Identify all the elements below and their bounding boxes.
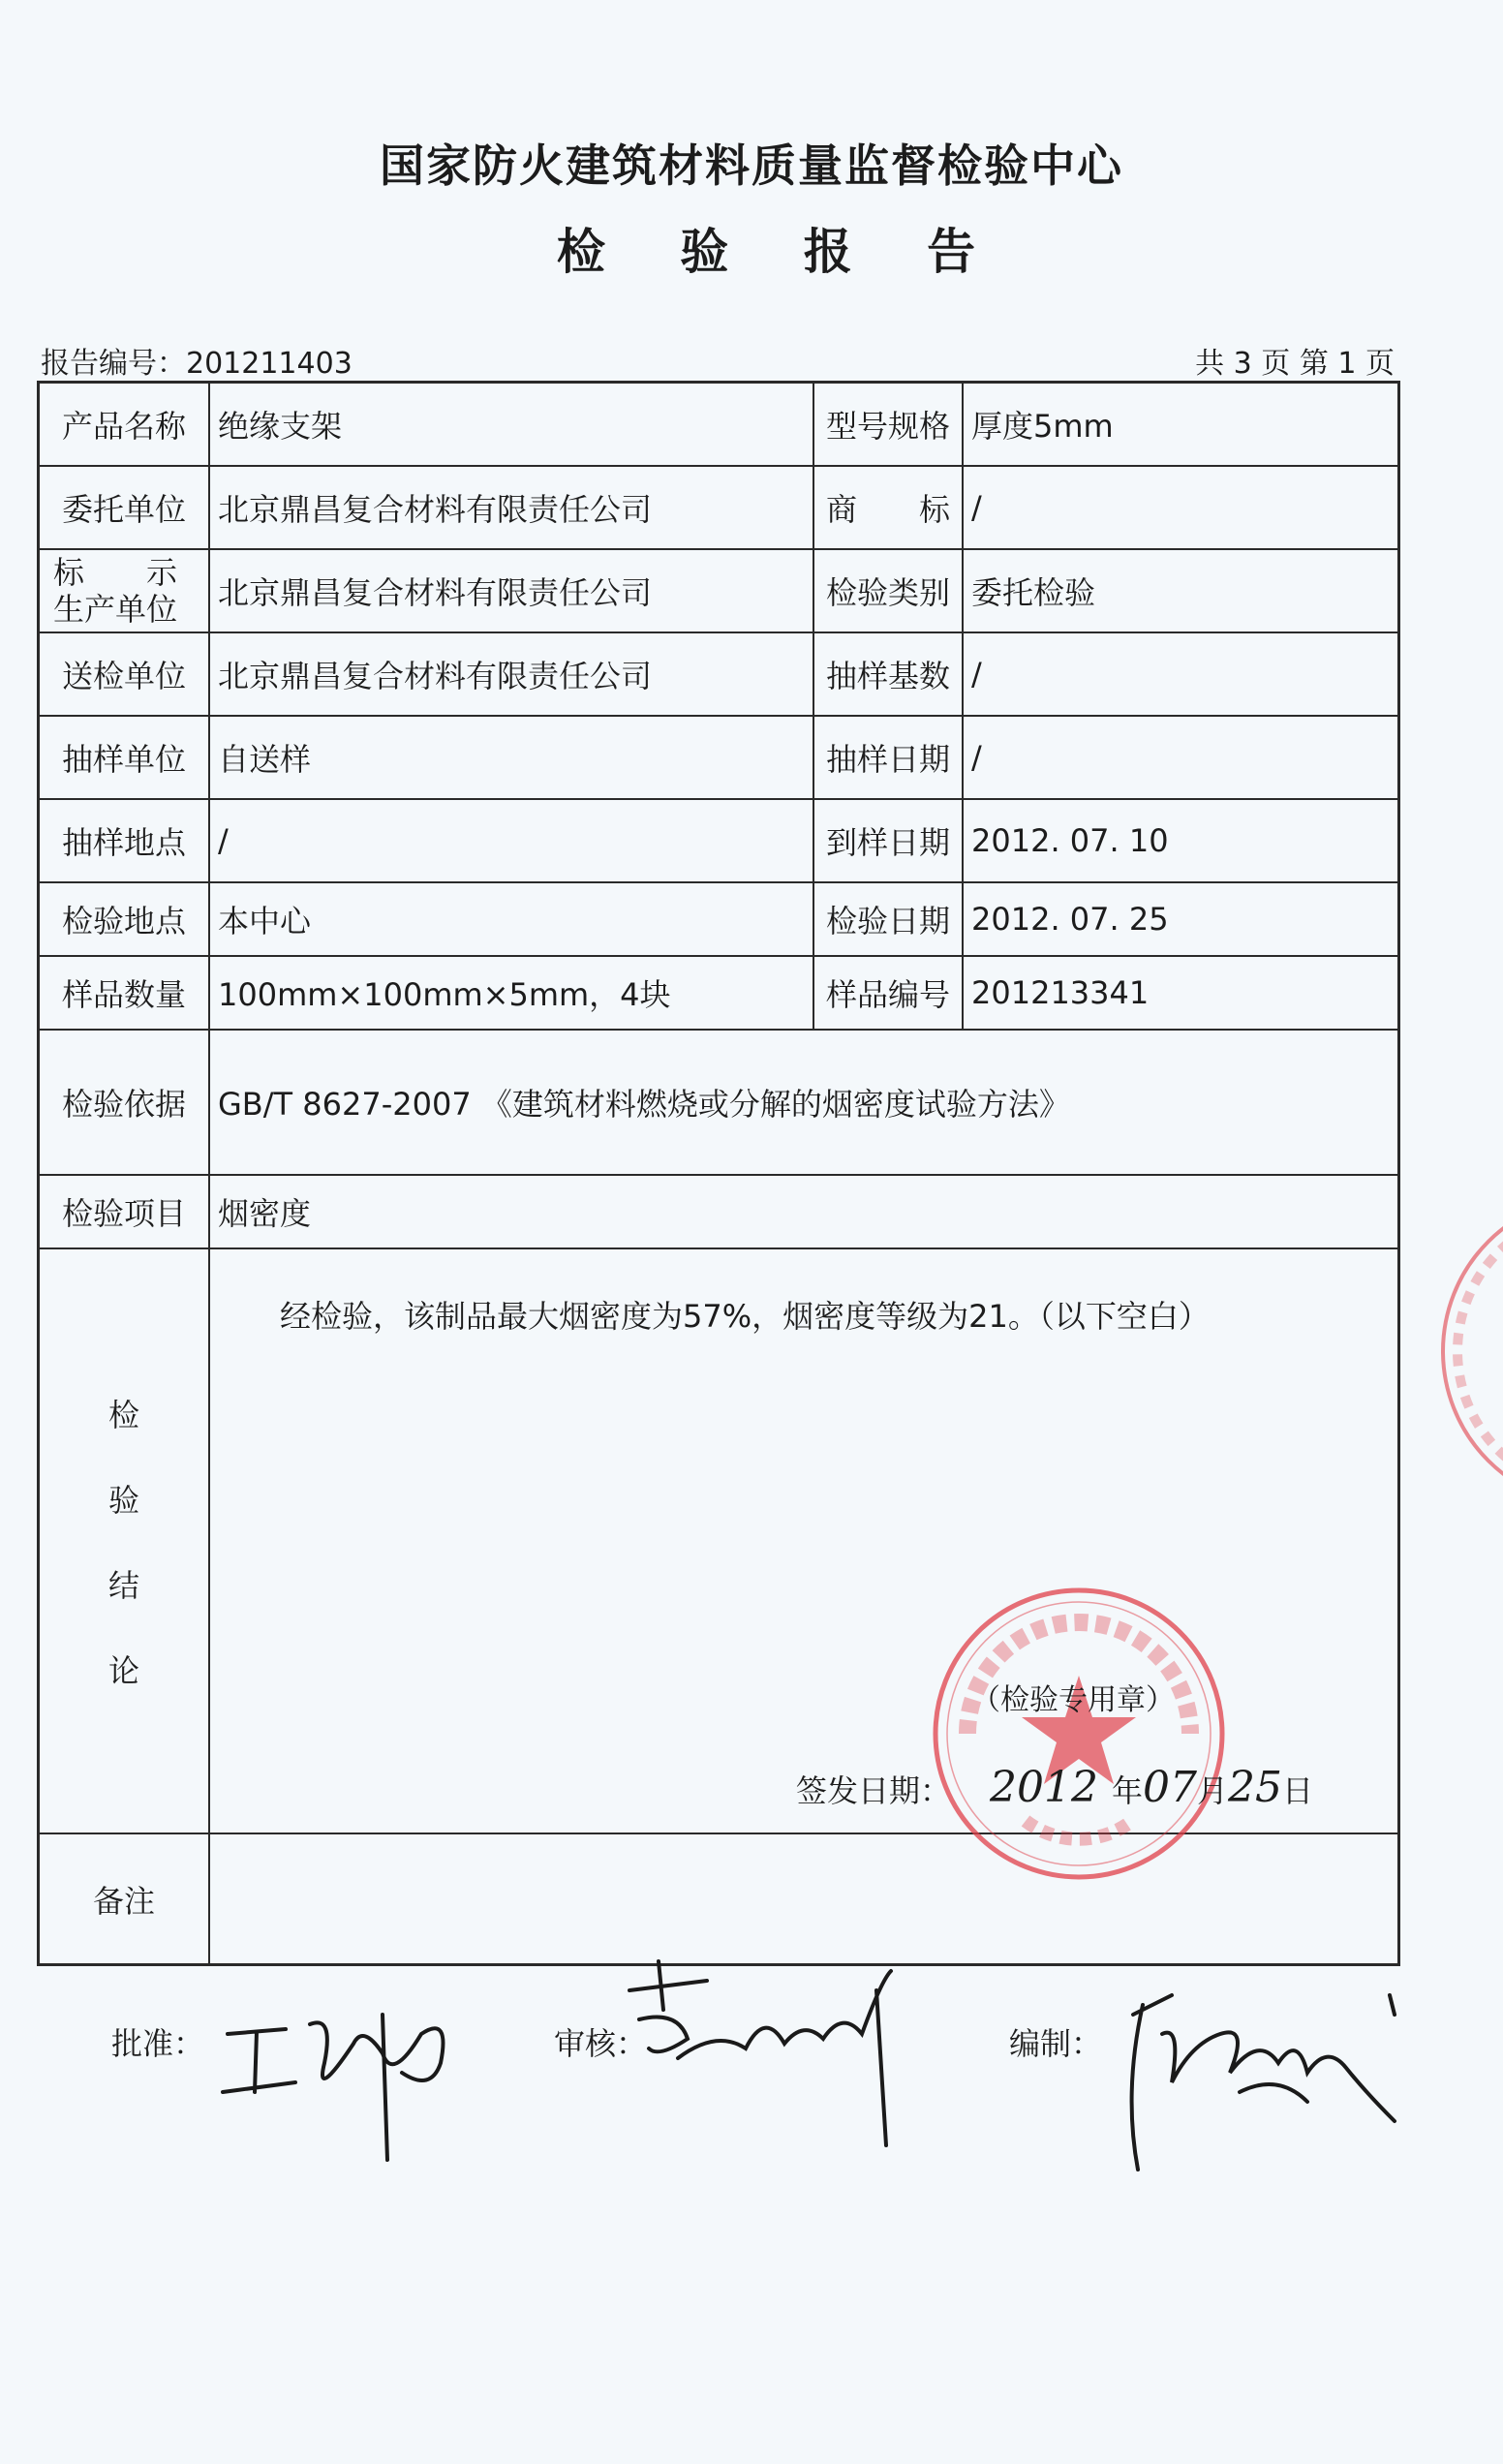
- table-row: [40, 717, 1397, 800]
- compile-signature-icon: [1114, 1976, 1404, 2199]
- field-label: 抽样地点: [40, 800, 210, 881]
- field-label: 委托单位: [40, 467, 210, 548]
- report-number-value: 201211403: [186, 347, 353, 381]
- field-label-line2: 生产单位: [53, 591, 178, 628]
- field-value: 100mm×100mm×5mm，4块: [218, 976, 671, 1013]
- conclusion-label: [40, 1249, 210, 1833]
- stamp-note: （检验专用章）: [971, 1683, 1175, 1717]
- table-row: [40, 883, 1397, 957]
- issue-day: 25: [1228, 1763, 1283, 1812]
- table-row: [40, 800, 1397, 883]
- field-value: 北京鼎昌复合材料有限责任公司: [218, 658, 653, 694]
- conclusion-label-char: 验: [107, 1482, 139, 1519]
- report-table: [37, 381, 1400, 1966]
- issue-day-char: 日: [1282, 1772, 1314, 1809]
- report-number-label: 报告编号：: [41, 347, 186, 381]
- review-signature-icon: [620, 1952, 910, 2165]
- issue-year: 2012: [990, 1763, 1098, 1812]
- issue-month: 07: [1143, 1763, 1198, 1812]
- review-label: 审核：: [554, 2025, 648, 2062]
- field-label: 型号规格: [813, 384, 964, 465]
- field-value: 201213341: [971, 974, 1150, 1011]
- issue-date-label: 签发日期：: [796, 1772, 952, 1809]
- field-label: 检验地点: [40, 883, 210, 955]
- field-label: 检验类别: [813, 550, 964, 631]
- field-value: GB/T 8627-2007 《建筑材料燃烧或分解的烟密度试验方法》: [218, 1086, 1070, 1123]
- field-value: /: [971, 739, 982, 776]
- field-label: 抽样基数: [813, 633, 964, 715]
- issue-date: [796, 1763, 1313, 1812]
- table-row: [40, 467, 1397, 550]
- table-row: [40, 384, 1397, 467]
- table-row-remarks: [40, 1834, 1397, 1963]
- field-value: 北京鼎昌复合材料有限责任公司: [218, 491, 653, 528]
- field-label-line1: 标 示: [53, 554, 178, 591]
- field-value: 自送样: [218, 741, 312, 778]
- issue-month-char: 月: [1197, 1772, 1229, 1809]
- field-label: [40, 550, 210, 631]
- field-value: 绝缘支架: [218, 408, 343, 445]
- field-value: 委托检验: [971, 574, 1096, 611]
- conclusion-label-char: 检: [107, 1397, 139, 1433]
- field-value: [210, 1834, 1399, 1963]
- field-value: /: [971, 656, 982, 693]
- document-title: 检 验 报 告: [556, 224, 1005, 280]
- field-label: 产品名称: [40, 384, 210, 465]
- report-number: [41, 339, 353, 382]
- field-label: 检验依据: [40, 1031, 210, 1174]
- field-value: 2012. 07. 10: [971, 822, 1169, 859]
- table-row: [40, 550, 1397, 633]
- conclusion-label-char: 结: [107, 1567, 139, 1604]
- field-label: 检验日期: [813, 883, 964, 955]
- conclusion-label-char: 论: [107, 1652, 139, 1689]
- table-row: [40, 957, 1397, 1031]
- field-value: 本中心: [218, 903, 312, 939]
- table-row-conclusion: [40, 1249, 1397, 1834]
- conclusion-body: [210, 1249, 1399, 1833]
- compile-label: 编制：: [1009, 2025, 1103, 2062]
- approve-signature-icon: [218, 1976, 470, 2170]
- field-label: 抽样日期: [813, 717, 964, 798]
- field-value: 厚度5mm: [971, 408, 1114, 445]
- edge-seal-icon: [1433, 1191, 1503, 1511]
- field-label: 抽样单位: [40, 717, 210, 798]
- approve-label: 批准：: [111, 2025, 205, 2062]
- field-label: 样品数量: [40, 957, 210, 1029]
- org-title: 国家防火建筑材料质量监督检验中心: [380, 139, 1123, 192]
- field-label: 备注: [40, 1834, 210, 1963]
- field-label: 商 标: [813, 467, 964, 548]
- field-value: /: [218, 822, 229, 859]
- table-row-basis: [40, 1031, 1397, 1176]
- table-row-item: [40, 1176, 1397, 1249]
- field-value: 烟密度: [218, 1195, 312, 1232]
- field-label: 检验项目: [40, 1176, 210, 1247]
- conclusion-text: 经检验，该制品最大烟密度为57%，烟密度等级为21。（以下空白）: [280, 1298, 1210, 1335]
- field-label: 送检单位: [40, 633, 210, 715]
- field-label: 样品编号: [813, 957, 964, 1029]
- table-row: [40, 633, 1397, 717]
- field-value: 北京鼎昌复合材料有限责任公司: [218, 574, 653, 611]
- issue-year-char: 年: [1112, 1772, 1144, 1809]
- field-value: 2012. 07. 25: [971, 901, 1169, 938]
- page-info: 共 3 页 第 1 页: [1195, 347, 1395, 381]
- field-value: /: [971, 489, 982, 526]
- field-label: 到样日期: [813, 800, 964, 881]
